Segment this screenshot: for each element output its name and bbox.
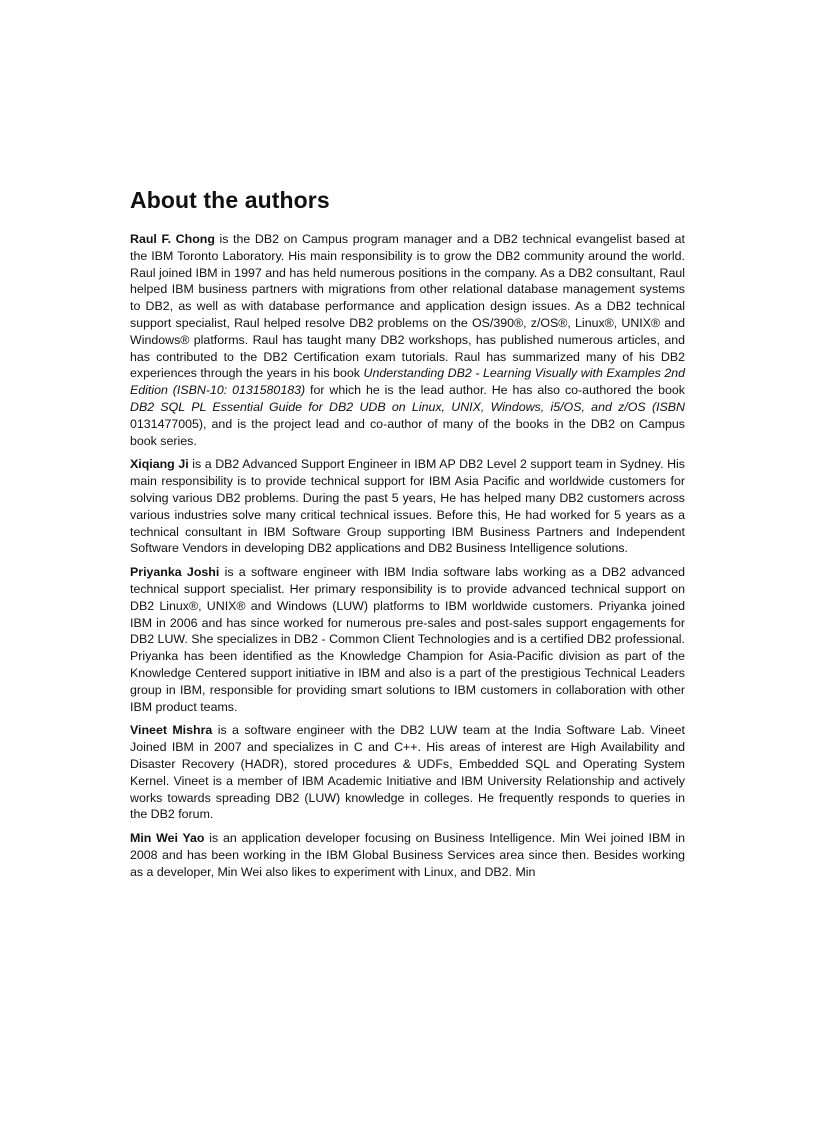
author-name: Priyanka Joshi — [130, 565, 220, 580]
author-name: Raul F. Chong — [130, 232, 215, 246]
bio-text: is a DB2 Advanced Support Engineer in IBM AP DB2 Level 2 support team in Sydney. His main responsibility is to provide technical support for IBM Asia Pacific and worldwide customers for solving various DB2 problems. During the past 5 years, He has helped many DB2 customers across various industries solve many critical technical issues. Before this, He had worked for 5 years as a technical consultant in IBM Software Group supporting IBM Business Partners and Independent Software Vendors in developing DB2 applications and DB2 Business Intelligence solutions. — [130, 457, 685, 556]
bio-text: is a software engineer with IBM India software labs working as a DB2 advanced technical support specialist. Her primary responsibility is to provide advanced technical support on DB2 Linux®, UNIX® and Windows (LUW) platforms to IBM worldwide customers. Priyanka joined IBM in 2006 and has since worked for numerous pre-sales and post-sales support engagements for DB2 LUW. She specializes in DB2 - Common Client Technologies and is a certified DB2 professional. Priyanka has been identified as the Knowledge Champion for Asia-Pacific division as part of the Knowledge Centered support initiative in IBM and also is a part of the prestigious Technical Leaders group in IBM, responsible for providing smart solutions to IBM customers in collaboration with other IBM product teams. — [130, 565, 685, 714]
author-bio-xiqiang-ji — [130, 456, 685, 557]
author-bio-raul-chong — [130, 231, 685, 449]
author-name: Vineet Mishra — [130, 723, 213, 738]
bio-text: is a software engineer with the DB2 LUW team at the India Software Lab. Vineet Joined IBM in 2007 and specializes in C and C++. His areas of interest are High Availability and Disaster Recovery (HADR), stored procedures & UDFs, Embedded SQL and Operating System Kernel. Vineet is a member of IBM Academic Initiative and IBM University Relationship and actively works towards spreading DB2 (LUW) knowledge in colleges. He frequently responds to queries in the DB2 forum. — [130, 723, 686, 822]
page-title: About the authors — [130, 187, 330, 213]
bio-text: is the DB2 on Campus program manager and a DB2 technical evangelist based at the IBM Toronto Laboratory. His main responsibility is to grow the DB2 community around the world. Raul joined IBM in 1997 and has held numerous positions in the company. As a DB2 consultant, Raul helped IBM business partners with migrations from other relational database management systems to DB2, as well as with database performance and application design issues. As a DB2 technical support specialist, Raul helped resolve DB2 problems on the OS/390®, z/OS®, Linux®, UNIX® and Windows® platforms. Raul has taught many DB2 workshops, has published numerous articles, and has contributed to the DB2 Certification exam tutorials. Raul has summarized many of his DB2 experiences through the years in his book — [130, 232, 685, 381]
author-bio-vineet-mishra — [130, 722, 685, 823]
author-name: Xiqiang Ji — [130, 457, 189, 472]
book-title: Understanding DB2 - Learning Visually with Examples 2nd Edition (ISBN-10: 0131580183) — [130, 366, 686, 398]
author-name: Min Wei Yao — [130, 831, 205, 846]
author-bio-priyanka-joshi — [130, 564, 685, 715]
bio-text: for which he is the lead author. He has also co-authored the book — [305, 383, 685, 398]
page-content — [130, 186, 685, 887]
bio-text: is an application developer focusing on Business Intelligence. Min Wei joined IBM in 2008 and has been working in the IBM Global Business Services area since then. Besides working as a developer, Min Wei also likes to experiment with Linux, and DB2. Min — [130, 831, 685, 879]
book-title: DB2 SQL PL Essential Guide for DB2 UDB on Linux, UNIX, Windows, i5/OS, and z/OS (ISBN — [130, 399, 685, 414]
author-bio-min-wei-yao — [130, 830, 685, 880]
bio-text: 0131477005), and is the project lead and co-author of many of the books in the DB2 on Campus book series. — [130, 416, 685, 448]
